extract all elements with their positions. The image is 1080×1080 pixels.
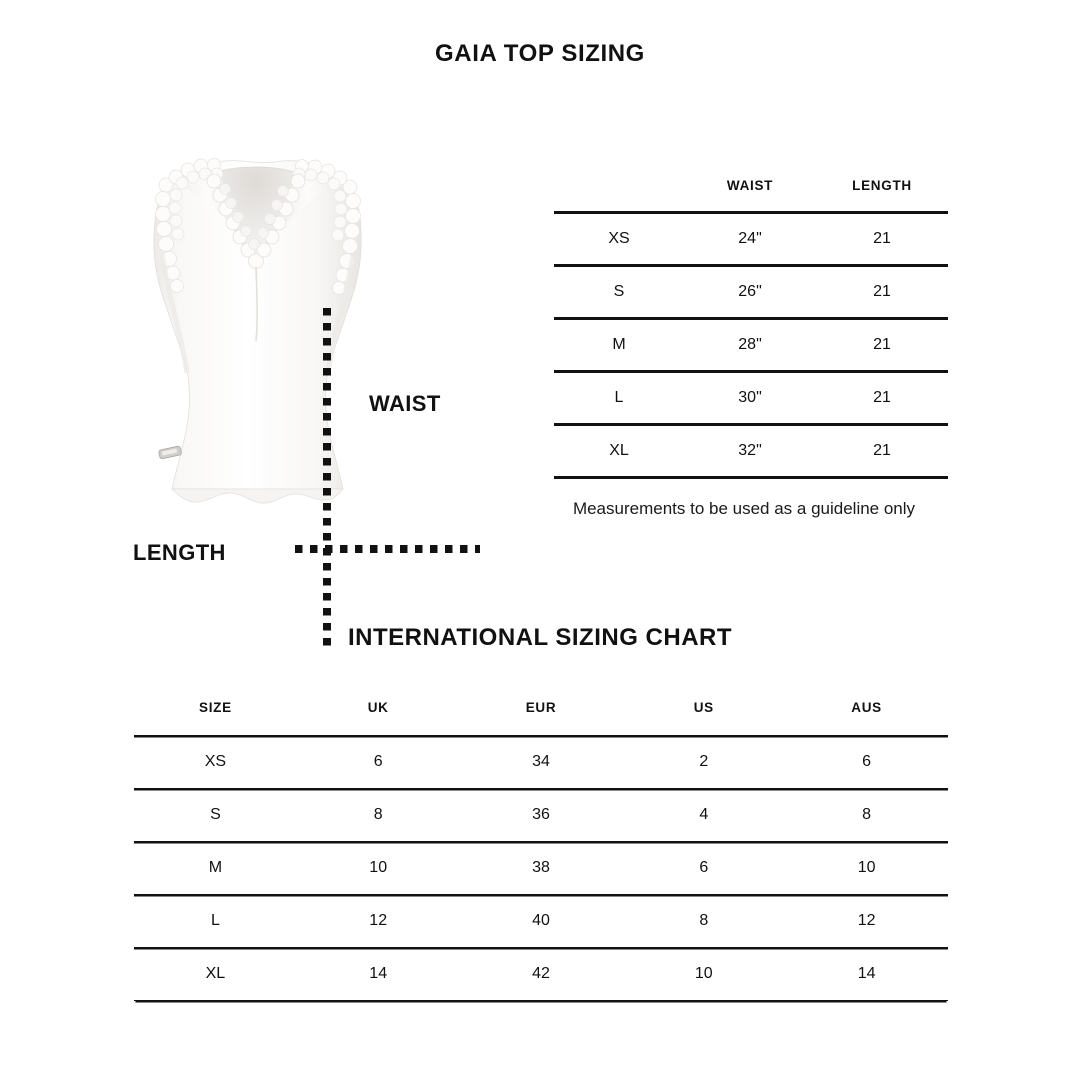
cell-us: 6 — [622, 842, 785, 895]
cell-uk: 8 — [297, 789, 460, 842]
waist-label: WAIST — [369, 391, 441, 416]
centre-front-seam — [256, 267, 257, 341]
cell-uk: 12 — [297, 895, 460, 948]
cell-aus: 6 — [785, 736, 948, 789]
cell-eur: 42 — [460, 948, 623, 1001]
cell-aus: 8 — [785, 789, 948, 842]
cell-us: 8 — [622, 895, 785, 948]
measurements-header-length: LENGTH — [852, 178, 912, 193]
cell-size: XL — [134, 948, 297, 1001]
page-title: GAIA TOP SIZING — [435, 40, 645, 67]
measurements-header-row — [554, 178, 948, 213]
cell-us: 2 — [622, 736, 785, 789]
cell-size: S — [554, 266, 684, 319]
cell-length: 21 — [816, 425, 948, 478]
international-sizing-table — [134, 700, 948, 1001]
table-row — [134, 736, 948, 789]
table-row — [554, 213, 948, 266]
brand-label-tag — [158, 446, 181, 459]
cell-eur: 34 — [460, 736, 623, 789]
cell-size: M — [554, 319, 684, 372]
cell-length: 21 — [816, 319, 948, 372]
garment-hem — [172, 489, 343, 503]
waist-measure-line — [295, 545, 480, 553]
tank-top-drawing — [130, 145, 385, 520]
cell-size: L — [554, 372, 684, 425]
table-row — [134, 789, 948, 842]
intl-header-eur: EUR — [525, 700, 557, 715]
guideline-note: Measurements to be used as a guideline only — [572, 499, 916, 518]
measurements-header-size — [554, 178, 684, 213]
cell-aus: 12 — [785, 895, 948, 948]
cell-uk: 6 — [297, 736, 460, 789]
table-row — [134, 948, 948, 1001]
cell-eur: 40 — [460, 895, 623, 948]
international-header-row — [134, 700, 948, 736]
intl-header-uk: UK — [367, 700, 389, 715]
international-title: INTERNATIONAL SIZING CHART — [347, 624, 733, 651]
cell-size: XS — [554, 213, 684, 266]
table-row — [554, 425, 948, 478]
cell-eur: 38 — [460, 842, 623, 895]
measurements-table — [554, 178, 948, 479]
garment-illustration — [130, 145, 385, 520]
intl-header-us: US — [693, 700, 714, 715]
cell-aus: 10 — [785, 842, 948, 895]
intl-header-size: SIZE — [198, 700, 232, 715]
cell-length: 21 — [816, 266, 948, 319]
cell-waist: 32" — [684, 425, 816, 478]
measurements-header-waist: WAIST — [726, 178, 774, 193]
cell-uk: 10 — [297, 842, 460, 895]
table-row — [554, 319, 948, 372]
cell-waist: 26" — [684, 266, 816, 319]
cell-us: 10 — [622, 948, 785, 1001]
cell-size: XS — [134, 736, 297, 789]
length-label: LENGTH — [133, 540, 226, 565]
cell-waist: 30" — [684, 372, 816, 425]
cell-length: 21 — [816, 372, 948, 425]
cell-aus: 14 — [785, 948, 948, 1001]
cell-size: XL — [554, 425, 684, 478]
table-row — [134, 842, 948, 895]
cell-waist: 28" — [684, 319, 816, 372]
length-measure-line — [323, 308, 331, 650]
cell-size: S — [134, 789, 297, 842]
table-row — [554, 372, 948, 425]
cell-length: 21 — [816, 213, 948, 266]
cell-size: L — [134, 895, 297, 948]
cell-eur: 36 — [460, 789, 623, 842]
intl-header-aus: AUS — [851, 700, 882, 715]
cell-us: 4 — [622, 789, 785, 842]
table-row — [134, 895, 948, 948]
cell-uk: 14 — [297, 948, 460, 1001]
cell-size: M — [134, 842, 297, 895]
table-row — [554, 266, 948, 319]
cell-waist: 24" — [684, 213, 816, 266]
